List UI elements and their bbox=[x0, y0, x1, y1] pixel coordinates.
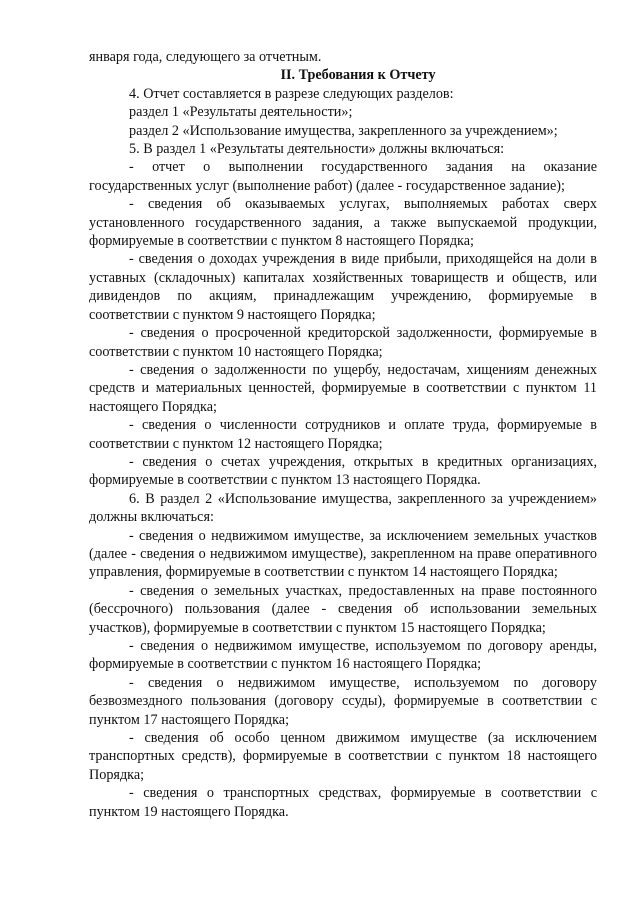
document-page bbox=[89, 48, 597, 821]
intro-tail-text: января года, следующего за отчетным. bbox=[89, 49, 322, 65]
list-item: - сведения о недвижимом имуществе, используемом по договору безвозмездного пользования (договору ссуды), формируемые в соответствии с пунктом 17 настоящего Порядка; bbox=[89, 674, 597, 728]
section-heading: II. Требования к Отчету bbox=[280, 67, 436, 84]
list-item: - сведения о недвижимом имуществе, используемом по договору аренды, формируемые в соответствии с пунктом 16 настоящего Порядка; bbox=[89, 638, 597, 673]
section-1-line: раздел 1 «Результаты деятельности»; bbox=[129, 104, 353, 121]
list-item: - сведения о транспортных средствах, формируемые в соответствии с пунктом 19 настоящего Порядка. bbox=[89, 785, 597, 820]
list-item: - сведения о задолженности по ущербу, недостачам, хищениям денежных средств и материальных ценностей, формируемые в соответствии с пунктом 11 настоящего Порядка; bbox=[89, 361, 597, 415]
list-item: - сведения о недвижимом имуществе, за исключением земельных участков (далее - сведения о недвижимом имуществе), закрепленном на праве оперативного управления, формируемые в соответствии с пунктом 14 настоящего Порядка; bbox=[89, 527, 597, 581]
item-6-text: 6. В раздел 2 «Использование имущества, закрепленного за учреждением» должны включаться: bbox=[89, 490, 597, 526]
item-4-text: 4. Отчет составляется в разрезе следующих разделов: bbox=[129, 85, 454, 102]
list-item: - сведения о численности сотрудников и оплате труда, формируемые в соответствии с пунктом 12 настоящего Порядка; bbox=[89, 417, 597, 452]
list-item: - отчет о выполнении государственного задания на оказание государственных услуг (выполнение работ) (далее - государственное задание); bbox=[89, 159, 597, 194]
list-item: - сведения об особо ценном движимом имуществе (за исключением транспортных средств), формируемые в соответствии с пунктом 18 настоящего Порядка; bbox=[89, 730, 597, 783]
section-2-line: раздел 2 «Использование имущества, закрепленного за учреждением»; bbox=[129, 122, 558, 139]
list-item: - сведения о просроченной кредиторской задолженности, формируемые в соответствии с пунктом 10 настоящего Порядка; bbox=[89, 325, 597, 360]
list-item: - сведения об оказываемых услугах, выполняемых работах сверх установленного государственного задания, а также выпускаемой продукции, формируемые в соответствии с пунктом 8 настоящего Порядка; bbox=[89, 196, 597, 250]
item-5-text: 5. В раздел 1 «Результаты деятельности» должны включаться: bbox=[129, 141, 505, 158]
list-item: - сведения о земельных участках, предоставленных на праве постоянного (бессрочного) пользования (далее - сведения об использовании земельных участков), формируемые в соответствии с пунктом 15 настоящего Порядка; bbox=[89, 582, 597, 636]
list-item: - сведения о доходах учреждения в виде прибыли, приходящейся на доли в уставных (складочных) капиталах хозяйственных товариществ и обществ, или дивидендов по акциям, принадлежащим учреждению, формируемые в соответствии с пунктом 9 настоящего Порядка; bbox=[89, 251, 597, 323]
list-item: - сведения о счетах учреждения, открытых в кредитных организациях, формируемые в соответствии с пунктом 13 настоящего Порядка. bbox=[89, 453, 597, 489]
